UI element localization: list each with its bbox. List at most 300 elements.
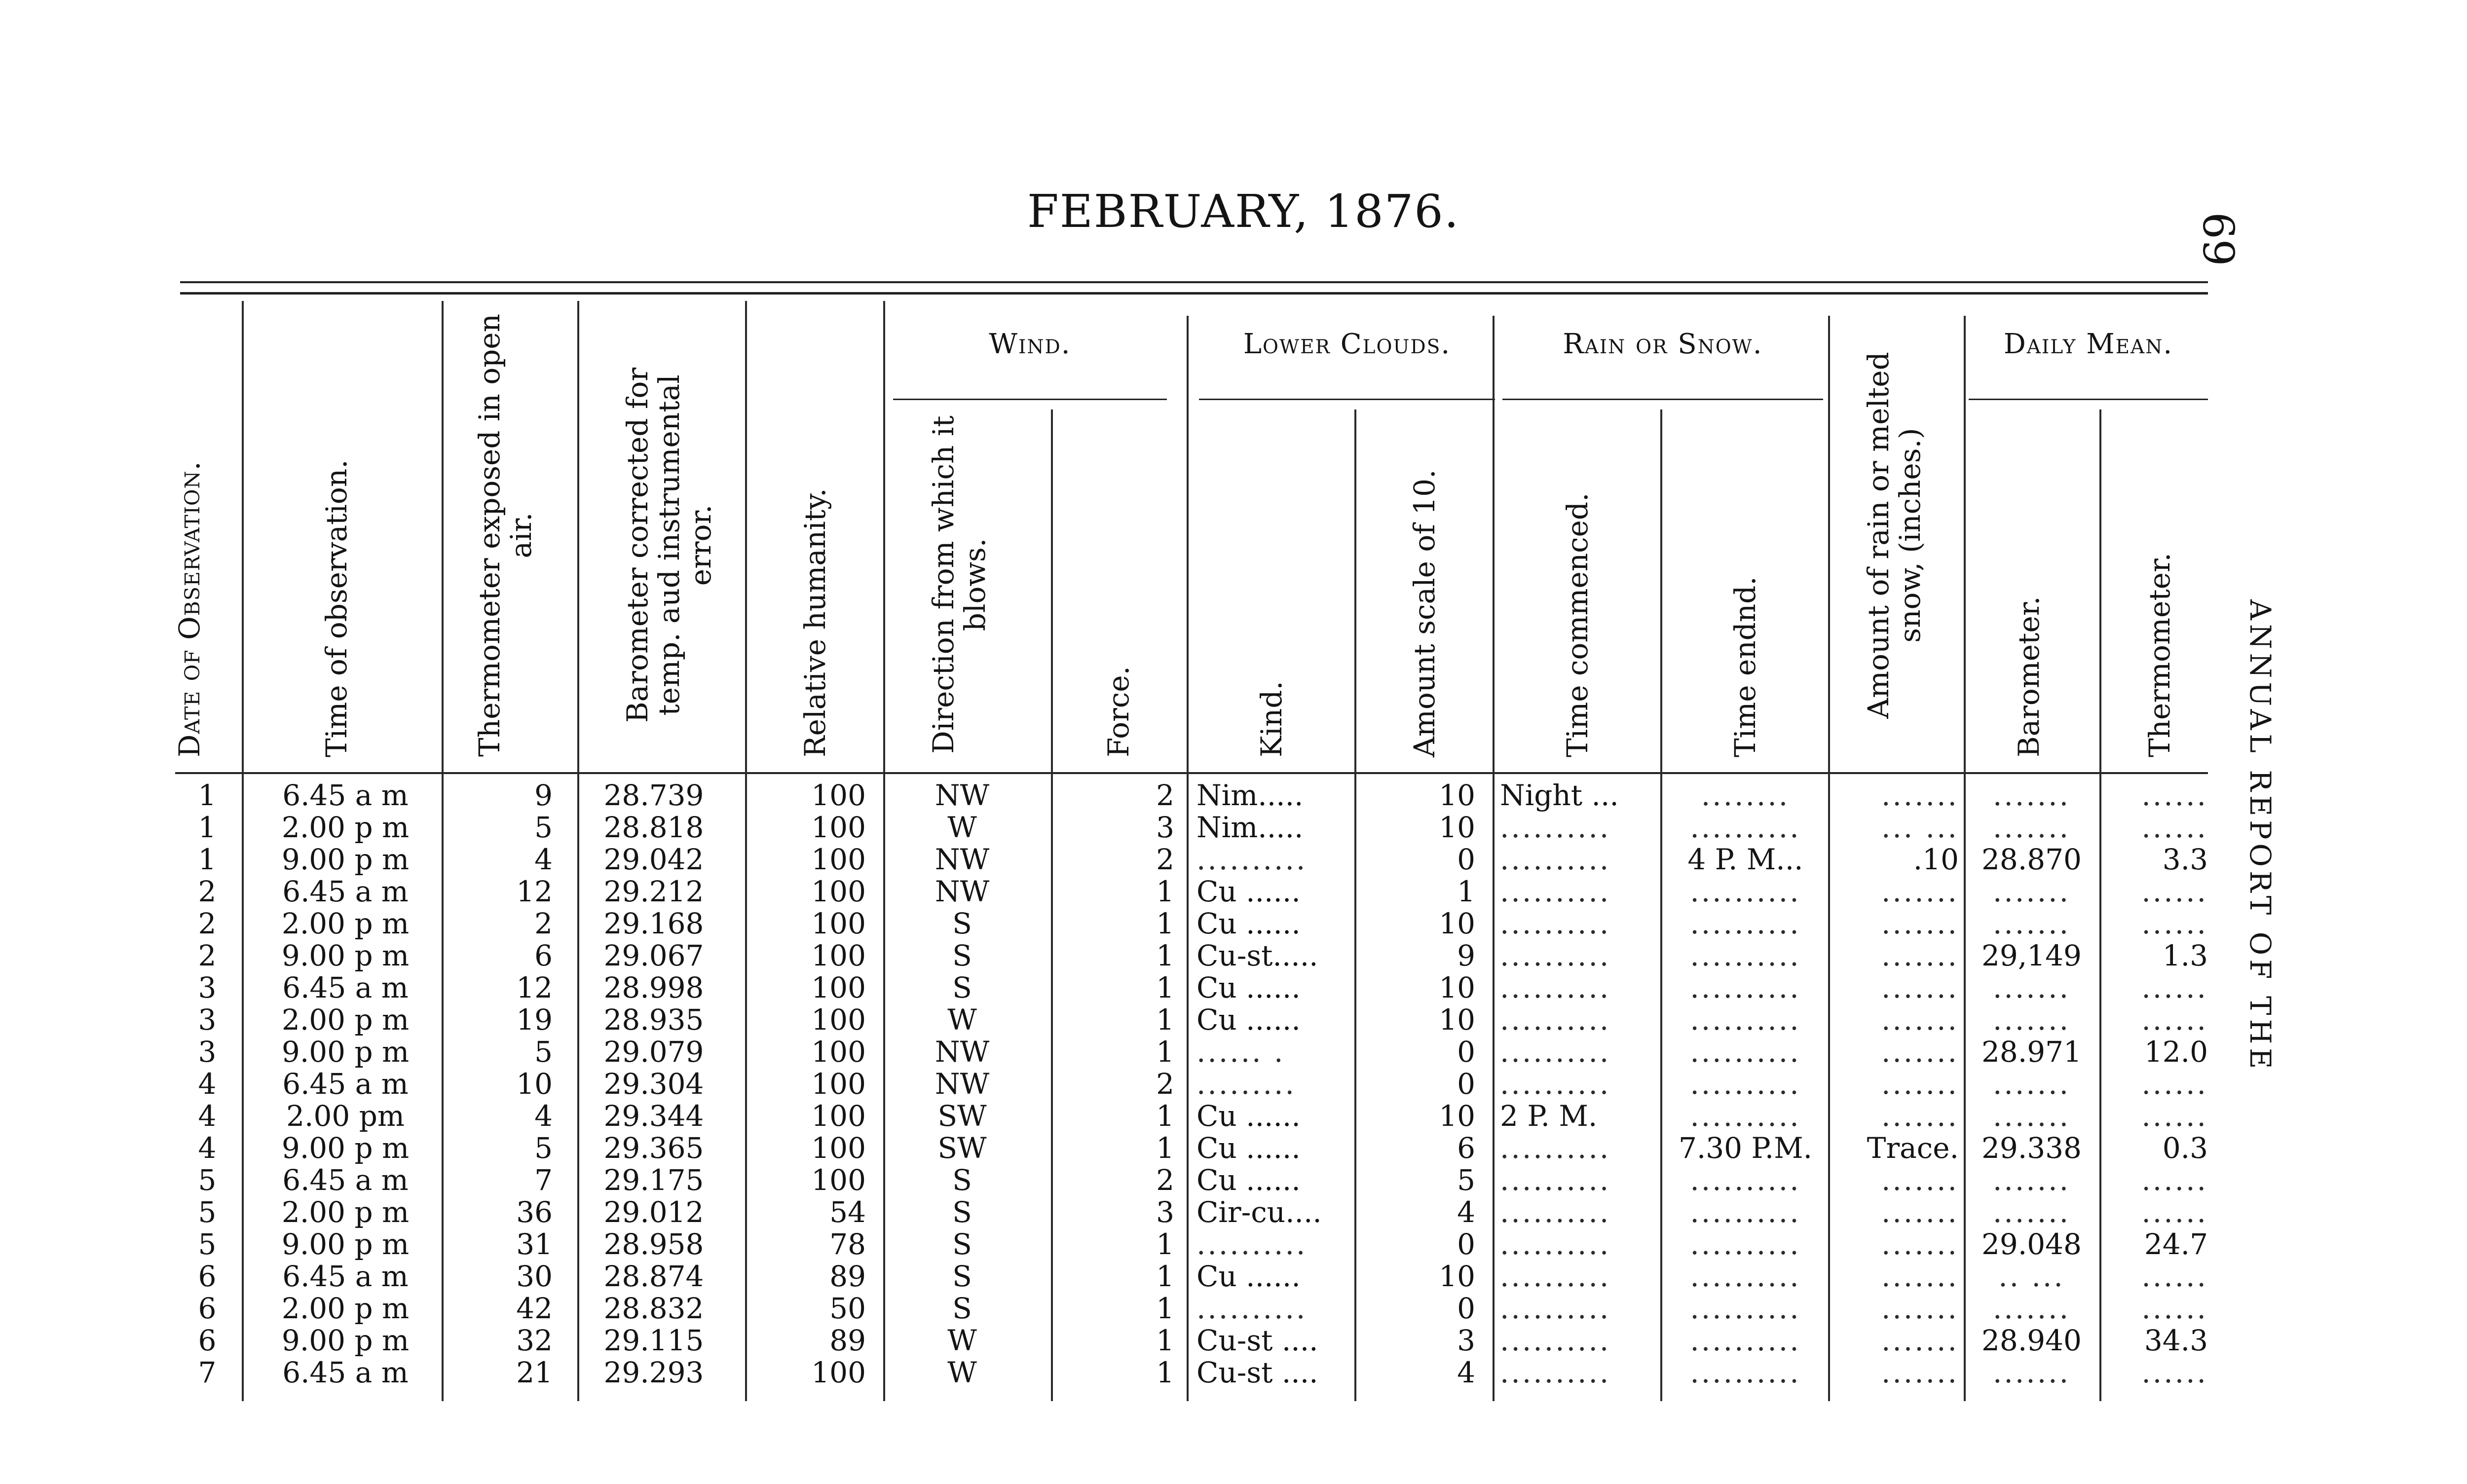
rain-amount-cell: ....... — [1881, 779, 1959, 812]
wind-direction-header-text: Direction from which it blows. — [927, 415, 992, 754]
mean-barometer-cell: ....... — [1992, 811, 2071, 844]
wind-direction-column-header — [928, 412, 991, 757]
rain-ended-cell: .......... — [1690, 875, 1801, 908]
thermometer-cell: 2 — [534, 907, 553, 940]
time-cell: 2.00 p m — [281, 1292, 410, 1325]
rain-amount-cell: ... ... — [1881, 811, 1959, 844]
time-cell: 2.00 p m — [281, 1195, 410, 1229]
thermometer-cell: 19 — [516, 1003, 553, 1037]
thermometer-cell: 32 — [516, 1324, 553, 1357]
thermometer-cell: 12 — [516, 875, 553, 908]
cloud-kind-cell: Cu ...... — [1196, 1003, 1301, 1037]
mean-thermometer-cell: ...... — [2141, 779, 2208, 812]
mean-group-rule — [1969, 399, 2208, 400]
thermometer-cell: 5 — [534, 1035, 553, 1069]
rain-group-header: Rain or Snow. — [1563, 328, 1763, 360]
humidity-cell: 89 — [829, 1324, 866, 1357]
date-cell: 6 — [198, 1292, 217, 1325]
mean-barometer-cell: 29.048 — [1981, 1227, 2082, 1261]
rain-commenced-cell: .......... — [1500, 1131, 1611, 1165]
rain-amount-cell: ....... — [1881, 1003, 1959, 1037]
page-number: 69 — [2193, 212, 2243, 266]
humidity-cell: 100 — [811, 971, 866, 1004]
cloud-kind-cell: Cu-st..... — [1196, 939, 1318, 972]
time-cell: 6.45 a m — [282, 1356, 409, 1389]
rain-commenced-cell: .......... — [1500, 1292, 1611, 1325]
wind-direction-cell: NW — [934, 1035, 990, 1069]
col-divider — [1660, 409, 1662, 1401]
cloud-amount-cell: 4 — [1457, 1356, 1475, 1389]
date-cell: 5 — [198, 1227, 217, 1261]
wind-force-cell: 1 — [1156, 1356, 1174, 1389]
cloud-kind-cell: Cu ...... — [1196, 971, 1301, 1004]
date-column-header: Date of Observation. — [173, 461, 206, 757]
col-divider — [2099, 409, 2101, 1401]
mean-barometer-cell: ....... — [1992, 779, 2071, 812]
barometer-cell: 28.818 — [603, 811, 704, 844]
rain-amount-cell: .10 — [1913, 843, 1959, 876]
rain-commenced-cell: Night ... — [1500, 779, 1619, 812]
rain-commenced-cell: .......... — [1500, 1227, 1611, 1261]
mean-barometer-cell: ....... — [1992, 1163, 2071, 1197]
wind-force-cell: 2 — [1156, 1163, 1174, 1197]
time-cell: 2.00 pm — [286, 1099, 405, 1133]
time-cell: 6.45 a m — [282, 1260, 409, 1293]
thermometer-column-header — [474, 313, 537, 757]
rain-amount-cell: ....... — [1881, 1067, 1959, 1101]
time-cell: 6.45 a m — [282, 875, 409, 908]
col-divider — [1354, 409, 1356, 1401]
humidity-cell: 89 — [829, 1260, 866, 1293]
mean-thermometer-cell: ...... — [2141, 1356, 2208, 1389]
cloud-amount-cell: 6 — [1457, 1131, 1475, 1165]
time-cell: 9.00 p m — [281, 843, 410, 876]
wind-force-cell: 1 — [1156, 875, 1174, 908]
humidity-cell: 78 — [829, 1227, 866, 1261]
rain-ended-cell: 7.30 P.M. — [1678, 1131, 1813, 1165]
barometer-cell: 28.935 — [603, 1003, 704, 1037]
cloud-amount-cell: 10 — [1439, 907, 1475, 940]
cloud-kind-cell: Cir-cu.... — [1196, 1195, 1322, 1229]
mean-barometer-cell: 28.971 — [1981, 1035, 2082, 1069]
cloud-amount-cell: 10 — [1439, 1099, 1475, 1133]
col-divider — [745, 301, 747, 1401]
thermometer-cell: 10 — [516, 1067, 553, 1101]
mean-thermometer-cell: 3.3 — [2162, 843, 2208, 876]
humidity-column-header: Relative humanity. — [798, 488, 832, 757]
barometer-cell: 29.115 — [603, 1324, 704, 1357]
cloud-amount-cell: 5 — [1457, 1163, 1475, 1197]
mean-barometer-cell: ....... — [1992, 1067, 2071, 1101]
rain-commenced-cell: .......... — [1500, 875, 1611, 908]
date-cell: 4 — [198, 1099, 217, 1133]
wind-direction-cell: S — [952, 1260, 972, 1293]
cloud-amount-cell: 10 — [1439, 971, 1475, 1004]
mean-thermometer-cell: ...... — [2141, 971, 2208, 1004]
date-cell: 6 — [198, 1260, 217, 1293]
rain-ended-cell: .......... — [1690, 1163, 1801, 1197]
cloud-kind-cell: Cu-st .... — [1196, 1356, 1318, 1389]
wind-force-cell: 1 — [1156, 1035, 1174, 1069]
rain-amount-cell: ....... — [1881, 939, 1959, 972]
rain-commenced-cell: .......... — [1500, 1356, 1611, 1389]
thermometer-header-text: Thermometer exposed in open air. — [473, 314, 538, 757]
cloud-amount-cell: 10 — [1439, 779, 1475, 812]
rain-amount-cell: ....... — [1881, 1324, 1959, 1357]
rain-amount-cell: ....... — [1881, 1292, 1959, 1325]
col-divider — [883, 301, 885, 1401]
time-cell: 6.45 a m — [282, 1163, 409, 1197]
time-cell: 9.00 p m — [281, 1131, 410, 1165]
wind-direction-cell: W — [947, 1356, 977, 1389]
col-divider — [1493, 316, 1495, 1401]
clouds-group-rule — [1199, 399, 1495, 400]
rain-ended-cell: .......... — [1690, 1356, 1801, 1389]
rain-amount-cell: ....... — [1881, 1035, 1959, 1069]
rain-amount-cell: ....... — [1881, 907, 1959, 940]
cloud-amount-column-header: Amount scale of 10. — [1408, 469, 1441, 757]
mean-thermometer-cell: ...... — [2141, 875, 2208, 908]
cloud-kind-cell: Cu-st .... — [1196, 1324, 1318, 1357]
wind-direction-cell: W — [947, 811, 977, 844]
cloud-kind-cell: ......... — [1196, 1067, 1296, 1101]
rain-commenced-cell: .......... — [1500, 1163, 1611, 1197]
humidity-cell: 100 — [811, 1067, 866, 1101]
wind-group-rule — [893, 399, 1167, 400]
mean-thermometer-cell: ...... — [2141, 811, 2208, 844]
barometer-cell: 29.042 — [603, 843, 704, 876]
cloud-kind-cell: ...... . — [1196, 1035, 1285, 1069]
cloud-amount-cell: 0 — [1457, 1227, 1475, 1261]
humidity-cell: 100 — [811, 939, 866, 972]
col-divider — [1187, 316, 1189, 1401]
mean-barometer-cell: ....... — [1992, 1195, 2071, 1229]
humidity-cell: 100 — [811, 811, 866, 844]
mean-barometer-cell: ....... — [1992, 1356, 2071, 1389]
wind-direction-cell: S — [952, 907, 972, 940]
barometer-cell: 29.212 — [603, 875, 704, 908]
mean-thermometer-cell: ...... — [2141, 907, 2208, 940]
thermometer-cell: 4 — [534, 843, 553, 876]
humidity-cell: 100 — [811, 1131, 866, 1165]
cloud-kind-column-header: Kind. — [1255, 681, 1288, 757]
date-cell: 1 — [198, 779, 217, 812]
thermometer-cell: 5 — [534, 811, 553, 844]
mean-thermometer-cell: 0.3 — [2162, 1131, 2208, 1165]
barometer-cell: 29.067 — [603, 939, 704, 972]
wind-force-cell: 1 — [1156, 1260, 1174, 1293]
wind-direction-cell: S — [952, 1292, 972, 1325]
rain-ended-column-header: Time endnd. — [1728, 576, 1762, 757]
wind-direction-cell: S — [952, 1195, 972, 1229]
cloud-kind-cell: Cu ...... — [1196, 1260, 1301, 1293]
wind-force-cell: 1 — [1156, 1003, 1174, 1037]
rain-commenced-cell: .......... — [1500, 1067, 1611, 1101]
mean-thermometer-cell: ...... — [2141, 1067, 2208, 1101]
mean-thermometer-cell: ...... — [2141, 1099, 2208, 1133]
cloud-kind-cell: Cu ...... — [1196, 1163, 1301, 1197]
mean-barometer-column-header: Barometer. — [2012, 596, 2046, 757]
humidity-cell: 100 — [811, 1035, 866, 1069]
cloud-kind-cell: .......... — [1196, 1292, 1308, 1325]
wind-direction-cell: S — [952, 1163, 972, 1197]
mean-thermometer-cell: ...... — [2141, 1292, 2208, 1325]
rain-ended-cell: .......... — [1690, 1227, 1801, 1261]
wind-group-header: Wind. — [989, 328, 1071, 360]
time-cell: 2.00 p m — [281, 811, 410, 844]
date-cell: 5 — [198, 1163, 217, 1197]
rain-amount-cell: ....... — [1881, 1099, 1959, 1133]
rain-amount-cell: ....... — [1881, 1163, 1959, 1197]
cloud-kind-cell: Cu ...... — [1196, 1099, 1301, 1133]
mean-thermometer-column-header: Thermometer. — [2143, 553, 2176, 757]
mean-thermometer-cell: 24.7 — [2144, 1227, 2208, 1261]
cloud-amount-cell: 9 — [1457, 939, 1475, 972]
col-divider — [1051, 409, 1053, 1401]
rain-ended-cell: .......... — [1690, 971, 1801, 1004]
barometer-cell: 29.304 — [603, 1067, 704, 1101]
thermometer-cell: 12 — [516, 971, 553, 1004]
rain-commenced-column-header: Time commenced. — [1561, 492, 1594, 757]
col-divider — [442, 301, 444, 1401]
thermometer-cell: 4 — [534, 1099, 553, 1133]
time-cell: 6.45 a m — [282, 779, 409, 812]
rain-commenced-cell: .......... — [1500, 811, 1611, 844]
rain-ended-cell: .......... — [1690, 811, 1801, 844]
cloud-amount-cell: 0 — [1457, 1067, 1475, 1101]
humidity-cell: 100 — [811, 843, 866, 876]
header-bottom-rule — [175, 772, 2208, 774]
page-title: FEBRUARY, 1876. — [1027, 185, 1460, 238]
barometer-cell: 29.079 — [603, 1035, 704, 1069]
rain-ended-cell: .......... — [1690, 1067, 1801, 1101]
wind-direction-cell: S — [952, 1227, 972, 1261]
rain-commenced-cell: .......... — [1500, 1324, 1611, 1357]
cloud-kind-cell: Cu ...... — [1196, 875, 1301, 908]
mean-thermometer-cell: 1.3 — [2162, 939, 2208, 972]
rain-ended-cell: .......... — [1690, 1099, 1801, 1133]
rain-commenced-cell: .......... — [1500, 971, 1611, 1004]
wind-force-cell: 1 — [1156, 1131, 1174, 1165]
cloud-amount-cell: 0 — [1457, 1035, 1475, 1069]
cloud-amount-cell: 1 — [1457, 875, 1475, 908]
thermometer-cell: 7 — [534, 1163, 553, 1197]
humidity-cell: 50 — [829, 1292, 866, 1325]
time-cell: 9.00 p m — [281, 1035, 410, 1069]
rain-commenced-cell: .......... — [1500, 1035, 1611, 1069]
date-cell: 2 — [198, 875, 217, 908]
thermometer-cell: 9 — [534, 779, 553, 812]
wind-force-cell: 3 — [1156, 811, 1174, 844]
running-side-title: ANNUAL REPORT OF THE — [2243, 599, 2277, 1073]
time-cell: 9.00 p m — [281, 1324, 410, 1357]
cloud-kind-cell: Nim..... — [1196, 811, 1304, 844]
date-cell: 4 — [198, 1067, 217, 1101]
rain-commenced-cell: 2 P. M. — [1500, 1099, 1598, 1133]
mean-thermometer-cell: ...... — [2141, 1003, 2208, 1037]
time-cell: 9.00 p m — [281, 939, 410, 972]
rain-ended-cell: .......... — [1690, 907, 1801, 940]
humidity-cell: 100 — [811, 1163, 866, 1197]
rain-ended-cell: .......... — [1690, 1260, 1801, 1293]
rain-amount-cell: ....... — [1881, 1260, 1959, 1293]
wind-direction-cell: NW — [934, 1067, 990, 1101]
barometer-cell: 28.958 — [603, 1227, 704, 1261]
time-cell: 2.00 p m — [281, 907, 410, 940]
rain-commenced-cell: .......... — [1500, 907, 1611, 940]
thermometer-cell: 36 — [516, 1195, 553, 1229]
wind-direction-cell: NW — [934, 843, 990, 876]
mean-barometer-cell: ....... — [1992, 907, 2071, 940]
rain-amount-cell: ....... — [1881, 875, 1959, 908]
humidity-cell: 100 — [811, 907, 866, 940]
rain-ended-cell: 4 P. M... — [1687, 843, 1803, 876]
mean-group-header: Daily Mean. — [2003, 328, 2173, 360]
rain-ended-cell: .......... — [1690, 1324, 1801, 1357]
mean-barometer-cell: 28.870 — [1981, 843, 2082, 876]
thermometer-cell: 5 — [534, 1131, 553, 1165]
thermometer-cell: 21 — [516, 1356, 553, 1389]
mean-barometer-cell: ....... — [1992, 1003, 2071, 1037]
humidity-cell: 100 — [811, 1003, 866, 1037]
cloud-amount-cell: 10 — [1439, 811, 1475, 844]
cloud-kind-cell: .......... — [1196, 843, 1308, 876]
mean-thermometer-cell: ...... — [2141, 1163, 2208, 1197]
cloud-amount-cell: 0 — [1457, 843, 1475, 876]
cloud-kind-cell: Cu ...... — [1196, 907, 1301, 940]
cloud-kind-cell: Cu ...... — [1196, 1131, 1301, 1165]
time-column-header: Time of observation. — [320, 459, 353, 757]
wind-direction-cell: W — [947, 1003, 977, 1037]
mean-barometer-cell: ....... — [1992, 971, 2071, 1004]
barometer-cell: 28.832 — [603, 1292, 704, 1325]
wind-force-cell: 2 — [1156, 779, 1174, 812]
rain-commenced-cell: .......... — [1500, 843, 1611, 876]
humidity-cell: 100 — [811, 1099, 866, 1133]
wind-force-cell: 1 — [1156, 1099, 1174, 1133]
humidity-cell: 100 — [811, 875, 866, 908]
time-cell: 6.45 a m — [282, 971, 409, 1004]
col-divider — [577, 301, 579, 1401]
wind-direction-cell: NW — [934, 779, 990, 812]
wind-force-cell: 1 — [1156, 907, 1174, 940]
wind-direction-cell: W — [947, 1324, 977, 1357]
thermometer-cell: 31 — [516, 1227, 553, 1261]
wind-force-cell: 1 — [1156, 1324, 1174, 1357]
time-cell: 9.00 p m — [281, 1227, 410, 1261]
rain-ended-cell: .......... — [1690, 1195, 1801, 1229]
rain-group-rule — [1502, 399, 1823, 400]
humidity-cell: 100 — [811, 1356, 866, 1389]
rain-ended-cell: .......... — [1690, 1035, 1801, 1069]
date-cell: 1 — [198, 843, 217, 876]
mean-barometer-cell: ....... — [1992, 1099, 2071, 1133]
mean-barometer-cell: ....... — [1992, 875, 2071, 908]
cloud-kind-cell: Nim..... — [1196, 779, 1304, 812]
rain-commenced-cell: .......... — [1500, 1195, 1611, 1229]
col-divider — [1828, 316, 1830, 1401]
rain-amount-cell: ....... — [1881, 1356, 1959, 1389]
rain-ended-cell: .......... — [1690, 1003, 1801, 1037]
thermometer-cell: 30 — [516, 1260, 553, 1293]
barometer-header-text: Barometer corrected for temp. aud instrumental error. — [621, 368, 717, 723]
barometer-cell: 29.175 — [603, 1163, 704, 1197]
thermometer-cell: 6 — [534, 939, 553, 972]
rain-commenced-cell: .......... — [1500, 939, 1611, 972]
barometer-cell: 28.998 — [603, 971, 704, 1004]
cloud-amount-cell: 10 — [1439, 1003, 1475, 1037]
time-cell: 2.00 p m — [281, 1003, 410, 1037]
barometer-cell: 29.012 — [603, 1195, 704, 1229]
wind-direction-cell: S — [952, 939, 972, 972]
mean-barometer-cell: 29.338 — [1981, 1131, 2082, 1165]
date-cell: 2 — [198, 939, 217, 972]
mean-barometer-cell: ....... — [1992, 1292, 2071, 1325]
rain-commenced-cell: .......... — [1500, 1003, 1611, 1037]
date-cell: 1 — [198, 811, 217, 844]
col-divider — [242, 301, 244, 1401]
rain-ended-cell: ........ — [1701, 779, 1790, 812]
wind-direction-cell: NW — [934, 875, 990, 908]
mean-thermometer-cell: ...... — [2141, 1195, 2208, 1229]
wind-force-cell: 1 — [1156, 1292, 1174, 1325]
date-cell: 6 — [198, 1324, 217, 1357]
mean-barometer-cell: .. ... — [1998, 1260, 2065, 1293]
date-cell: 5 — [198, 1195, 217, 1229]
date-cell: 7 — [198, 1356, 217, 1389]
wind-force-cell: 2 — [1156, 1067, 1174, 1101]
rain-amount-cell: ....... — [1881, 971, 1959, 1004]
col-divider — [1964, 316, 1966, 1401]
cloud-amount-cell: 0 — [1457, 1292, 1475, 1325]
time-cell: 6.45 a m — [282, 1067, 409, 1101]
wind-direction-cell: SW — [937, 1131, 987, 1165]
rain-commenced-cell: .......... — [1500, 1260, 1611, 1293]
date-cell: 3 — [198, 1003, 217, 1037]
cloud-kind-cell: .......... — [1196, 1227, 1308, 1261]
wind-force-column-header: Force. — [1102, 666, 1135, 757]
wind-force-cell: 1 — [1156, 971, 1174, 1004]
barometer-cell: 29.365 — [603, 1131, 704, 1165]
barometer-cell: 28.739 — [603, 779, 704, 812]
rain-amount-cell: Trace. — [1867, 1131, 1959, 1165]
barometer-cell: 29.344 — [603, 1099, 704, 1133]
mean-barometer-cell: 29,149 — [1981, 939, 2082, 972]
wind-force-cell: 2 — [1156, 843, 1174, 876]
wind-direction-cell: S — [952, 971, 972, 1004]
wind-force-cell: 3 — [1156, 1195, 1174, 1229]
thermometer-cell: 42 — [516, 1292, 553, 1325]
rain-amount-cell: ....... — [1881, 1227, 1959, 1261]
barometer-cell: 29.168 — [603, 907, 704, 940]
rain-ended-cell: .......... — [1690, 1292, 1801, 1325]
mean-thermometer-cell: 34.3 — [2144, 1324, 2208, 1357]
cloud-amount-cell: 3 — [1457, 1324, 1475, 1357]
date-cell: 2 — [198, 907, 217, 940]
mean-barometer-cell: 28.940 — [1981, 1324, 2082, 1357]
top-double-rule-2 — [180, 292, 2208, 295]
barometer-cell: 29.293 — [603, 1356, 704, 1389]
mean-thermometer-cell: 12.0 — [2144, 1035, 2208, 1069]
rain-amount-cell: ....... — [1881, 1195, 1959, 1229]
date-cell: 3 — [198, 1035, 217, 1069]
barometer-cell: 28.874 — [603, 1260, 704, 1293]
barometer-column-header — [622, 333, 716, 757]
humidity-cell: 54 — [829, 1195, 866, 1229]
wind-direction-cell: SW — [937, 1099, 987, 1133]
mean-thermometer-cell: ...... — [2141, 1260, 2208, 1293]
humidity-cell: 100 — [811, 779, 866, 812]
